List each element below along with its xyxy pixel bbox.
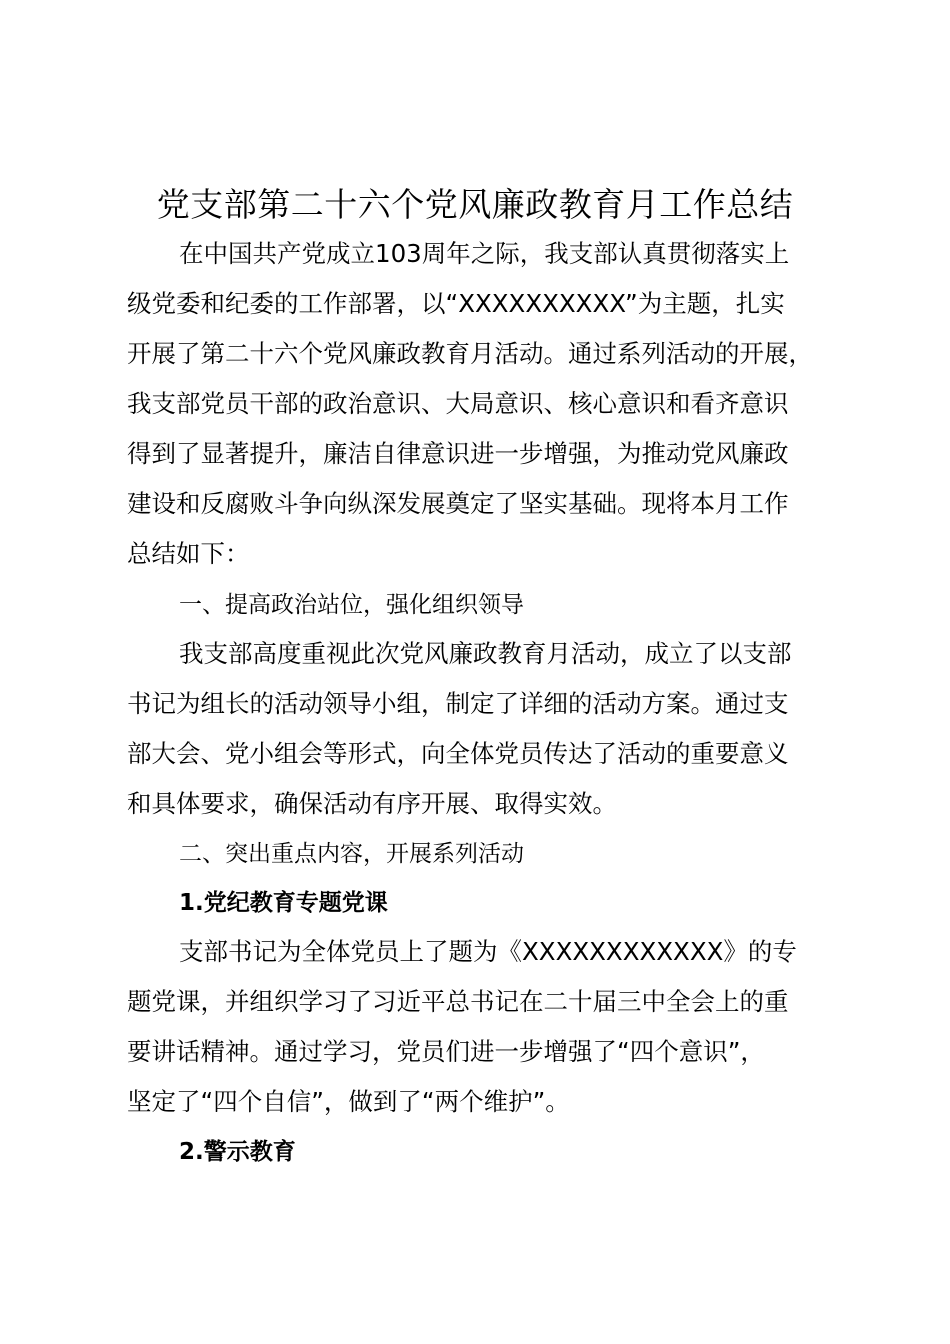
intro-line-7: 总结如下： bbox=[127, 539, 250, 568]
sub1-line-4: 坚定了“四个自信”，做到了“两个维护”。 bbox=[127, 1087, 570, 1116]
document-title: 党支部第二十六个党风廉政教育月工作总结 bbox=[156, 185, 794, 224]
intro-line-5: 得到了显著提升，廉洁自律意识进一步增强，为推动党风廉政 bbox=[127, 439, 789, 468]
section2-heading: 二、突出重点内容，开展系列活动 bbox=[179, 841, 524, 867]
subheading-1: 1.党纪教育专题党课 bbox=[179, 890, 388, 916]
section1-line-4: 和具体要求，确保活动有序开展、取得实效。 bbox=[127, 789, 617, 818]
subheading-2: 2.警示教育 bbox=[179, 1139, 296, 1165]
intro-line-2: 级党委和纪委的工作部署，以“XXXXXXXXXX”为主题，扎实 bbox=[127, 289, 785, 318]
sub1-line-3: 要讲话精神。通过学习，党员们进一步增强了“四个意识”， bbox=[127, 1037, 765, 1066]
section1-line-3: 部大会、党小组会等形式，向全体党员传达了活动的重要意义 bbox=[127, 739, 789, 768]
sub1-line-2: 题党课，并组织学习了习近平总书记在二十届三中全会上的重 bbox=[127, 987, 789, 1016]
section1-line-2: 书记为组长的活动领导小组，制定了详细的活动方案。通过支 bbox=[127, 689, 789, 718]
sub1-line-1: 支部书记为全体党员上了题为《XXXXXXXXXXXX》的专 bbox=[179, 937, 797, 966]
intro-line-6: 建设和反腐败斗争向纵深发展奠定了坚实基础。现将本月工作 bbox=[127, 489, 789, 518]
intro-line-1: 在中国共产党成立103周年之际，我支部认真贯彻落实上 bbox=[179, 239, 790, 268]
intro-line-3: 开展了第二十六个党风廉政教育月活动。通过系列活动的开展， bbox=[127, 339, 813, 368]
section1-heading: 一、提高政治站位，强化组织领导 bbox=[179, 592, 524, 618]
intro-line-4: 我支部党员干部的政治意识、大局意识、核心意识和看齐意识 bbox=[127, 389, 789, 418]
section1-line-1: 我支部高度重视此次党风廉政教育月活动，成立了以支部 bbox=[179, 639, 792, 668]
